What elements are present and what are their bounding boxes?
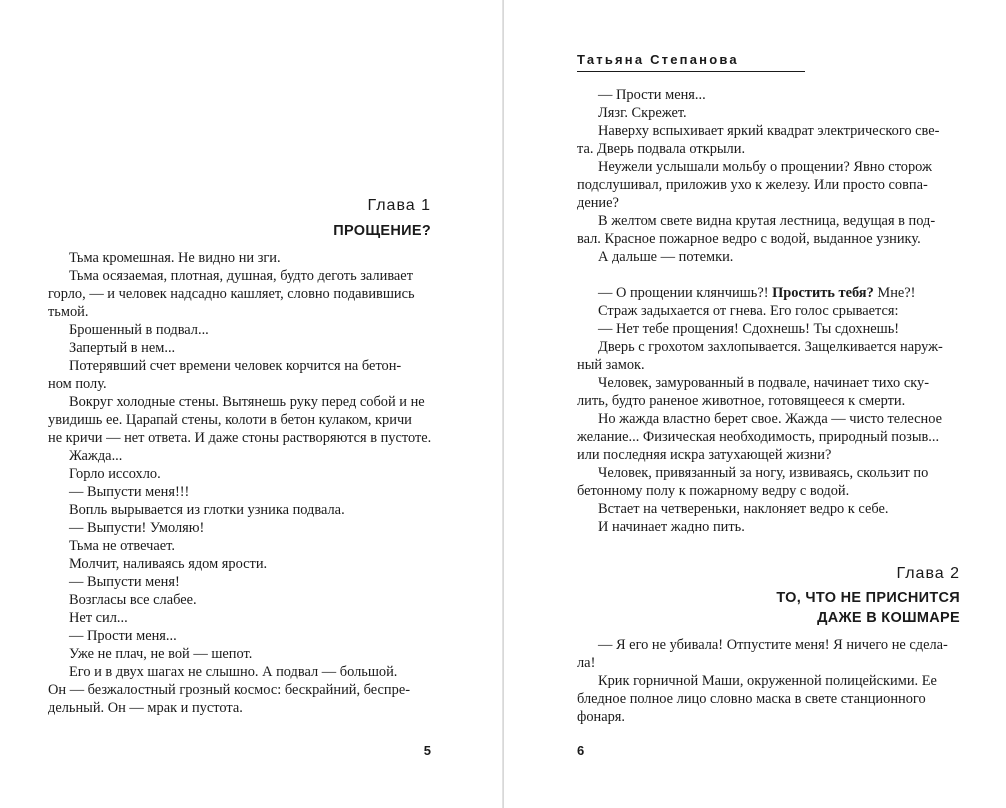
quote-text-end: Мне?! [873, 285, 916, 301]
page-number: 5 [423, 743, 431, 758]
paragraph [48, 645, 431, 663]
text-line: фонаря. [577, 709, 626, 725]
paragraph [48, 447, 431, 465]
quote-bold-text: Простить тебя? [772, 285, 874, 301]
paragraph [48, 249, 431, 267]
paragraph [48, 501, 431, 519]
left-page [48, 0, 431, 808]
text-line: или последняя искра затухающей жизни? [577, 447, 832, 463]
right-body-text-2 [577, 636, 960, 726]
paragraph [577, 212, 960, 248]
text-line: Человек, привязанный за ногу, извиваясь, скользит по [598, 465, 929, 481]
text-line: Молчит, наливаясь ядом ярости. [69, 556, 268, 572]
text-line: Потерявший счет времени человек корчится на бетон- [69, 358, 402, 374]
paragraph [577, 374, 960, 410]
text-line: Наверху вспыхивает яркий квадрат электрического све- [598, 123, 940, 139]
right-body-text [577, 86, 960, 536]
text-line: вал. Красное пожарное ведро с водой, выданное узнику. [577, 231, 921, 247]
paragraph [48, 609, 431, 627]
text-line: тьмой. [48, 304, 89, 320]
paragraph [577, 284, 960, 302]
paragraph [577, 302, 960, 320]
paragraph [48, 483, 431, 501]
text-line: В желтом свете видна крутая лестница, ведущая в под- [598, 213, 936, 229]
text-line: бледное полное лицо словно маска в свете станционного [577, 691, 926, 707]
text-line: Крик горничной Маши, окруженной полицейскими. Ее [598, 673, 937, 689]
text-line: Запертый в нем... [69, 340, 176, 356]
text-block [577, 636, 960, 726]
text-line: Тьма не отвечает. [69, 538, 175, 554]
text-line: Он — безжалостный грозный космос: бескрайний, беспре- [48, 682, 411, 698]
text-line: Его и в двух шагах не слышно. А подвал — большой. [69, 664, 398, 680]
text-line: Вокруг холодные стены. Вытянешь руку перед собой и не [69, 394, 425, 410]
text-line: Горло иссохло. [69, 466, 161, 482]
paragraph [48, 627, 431, 645]
paragraph [48, 339, 431, 357]
paragraph [577, 122, 960, 158]
text-line: Но жажда властно берет свое. Жажда — чисто телесное [598, 411, 942, 427]
book-gutter [502, 0, 504, 808]
paragraph [48, 573, 431, 591]
text-line: ный замок. [577, 357, 645, 373]
text-line: Вопль вырывается из глотки узника подвала. [69, 502, 345, 518]
quote-text: — О прощении клянчишь?! [598, 285, 773, 301]
right-page [577, 0, 960, 808]
left-body-text [48, 249, 431, 717]
paragraph [577, 672, 960, 726]
text-block [577, 302, 960, 536]
text-line: горло, — и человек надсадно кашляет, словно подавившись [48, 286, 415, 302]
text-line: И начинает жадно пить. [598, 519, 745, 535]
text-line: лить, будто раненое животное, готовящееся к смерти. [577, 393, 906, 409]
paragraph [577, 500, 960, 518]
chapter-number-2: Глава 2 [896, 565, 960, 582]
paragraph [577, 248, 960, 266]
text-line: Брошенный в подвал... [69, 322, 209, 338]
paragraph [577, 86, 960, 104]
paragraph [48, 357, 431, 393]
paragraph [577, 410, 960, 464]
text-line: подслушивал, приложив ухо к железу. Или просто совпа- [577, 177, 928, 193]
text-line: Лязг. Скрежет. [598, 105, 687, 121]
text-line: Тьма кромешная. Не видно ни зги. [69, 250, 281, 266]
page-number: 6 [577, 743, 585, 758]
text-line: Тьма осязаемая, плотная, душная, будто деготь заливает [69, 268, 413, 284]
paragraph [577, 158, 960, 212]
text-line: Возгласы все слабее. [69, 592, 197, 608]
text-line: желание... Физическая необходимость, природный позыв... [577, 429, 940, 445]
paragraph [577, 320, 960, 338]
paragraph [577, 104, 960, 122]
paragraph [48, 537, 431, 555]
paragraph [577, 518, 960, 536]
text-line: — Выпусти меня!!! [69, 484, 190, 500]
text-line: — Я его не убивала! Отпустите меня! Я ничего не сдела- [598, 637, 948, 653]
text-line: Встает на четвереньки, наклоняет ведро к себе. [598, 501, 889, 517]
paragraph [577, 338, 960, 374]
text-line: Страж задыхается от гнева. Его голос срывается: [598, 303, 899, 319]
text-line: увидишь ее. Царапай стены, колоти в бетон кулаком, кричи [48, 412, 412, 428]
text-line: дение? [577, 195, 619, 211]
text-line: — Прости меня... [598, 87, 706, 103]
text-line: — Выпусти меня! [69, 574, 180, 590]
text-line: Нет сил... [69, 610, 128, 626]
text-line: та. Дверь подвала открыли. [577, 141, 746, 157]
text-line: Дверь с грохотом захлопывается. Защелкивается наруж- [598, 339, 943, 355]
text-line: А дальше — потемки. [598, 249, 734, 265]
running-head-author: Татьяна Степанова [577, 52, 805, 72]
chapter-title: ПРОЩЕНИЕ? [333, 223, 431, 239]
chapter-title-line: ДАЖЕ В КОШМАРЕ [817, 610, 960, 626]
chapter-number: Глава 1 [367, 197, 431, 214]
text-line: — Нет тебе прощения! Сдохнешь! Ты сдохнешь! [598, 321, 900, 337]
text-line: — Прости меня... [69, 628, 177, 644]
text-line: Жажда... [69, 448, 123, 464]
paragraph [48, 555, 431, 573]
text-line: ном полу. [48, 376, 107, 392]
text-block [577, 86, 960, 266]
paragraph [48, 465, 431, 483]
paragraph [48, 591, 431, 609]
text-line: — Выпусти! Умоляю! [69, 520, 205, 536]
chapter-title-2 [776, 588, 960, 628]
text-line: бетонному полу к пожарному ведру с водой. [577, 483, 850, 499]
text-line: Уже не плач, не вой — шепот. [69, 646, 253, 662]
paragraph [48, 267, 431, 321]
paragraph [48, 519, 431, 537]
chapter-title-line: ТО, ЧТО НЕ ПРИСНИТСЯ [776, 590, 960, 606]
text-line: Неужели услышали мольбу о прощении? Явно сторож [598, 159, 932, 175]
text-line: ла! [577, 655, 596, 671]
text-line: Человек, замурованный в подвале, начинает тихо ску- [598, 375, 930, 391]
text-line: не кричи — нет ответа. И даже стоны растворяются в пустоте. [48, 430, 432, 446]
text-line: дельный. Он — мрак и пустота. [48, 700, 243, 716]
paragraph [48, 663, 431, 717]
paragraph [48, 321, 431, 339]
paragraph [577, 636, 960, 672]
paragraph [48, 393, 431, 447]
paragraph [577, 464, 960, 500]
